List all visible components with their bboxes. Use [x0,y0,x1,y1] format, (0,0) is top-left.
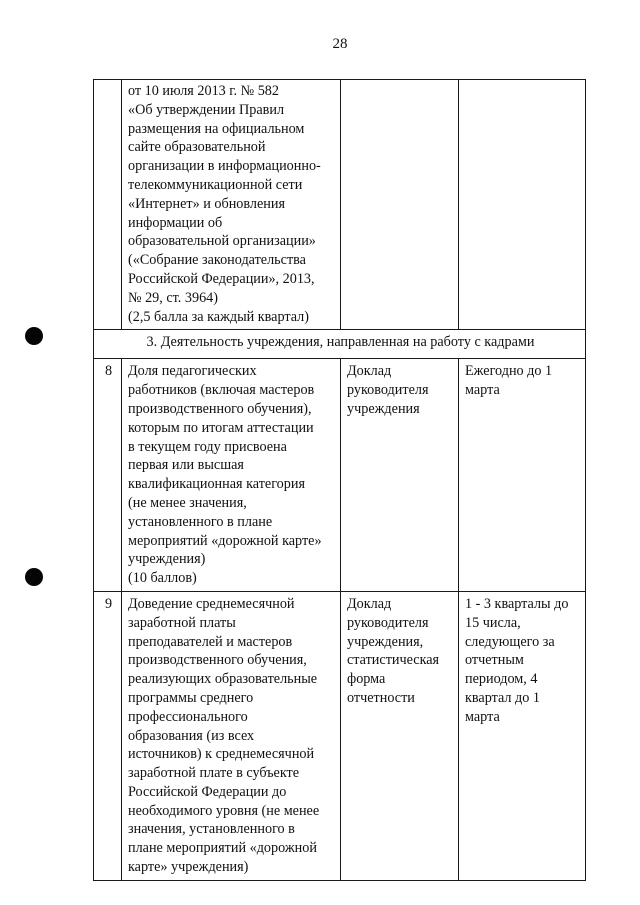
punch-hole [25,568,43,586]
cell-text-line: производственного обучения, [128,652,307,669]
cell-text-line: которым по итогам аттестации [128,419,314,436]
cell-text-line: отчетным [465,652,524,669]
punch-hole [25,327,43,345]
cell-text-line: карте» учреждения) [128,859,249,876]
cell-text-line: учреждения [347,400,420,417]
section-title: 3. Деятельность учреждения, направленная на работу с кадрами [94,330,586,359]
section-header-row [94,330,586,359]
cell-text-line: Доклад [347,595,392,612]
cell-text-line: профессионального [128,708,248,725]
cell-text-line: «Интернет» и обновления [128,195,285,212]
cell-text-line: образования (из всех [128,727,255,744]
cell-text-line: мероприятий «дорожной карте» [128,532,322,549]
cell-text-line: информации об [128,214,223,231]
row-number-cell: 8 [94,359,122,592]
table-row [94,359,586,592]
cell-text-line: Ежегодно до 1 [465,363,553,380]
cell-text-line: размещения на официальном [128,120,305,137]
source-cell [341,591,459,880]
cell-text-line: отчетности [347,689,415,706]
cell-text-line: программы среднего [128,689,254,706]
cell-text-line: работников (включая мастеров [128,382,315,399]
cell-text-line: установленного в плане [128,513,273,530]
table-row [94,80,586,330]
cell-text-line: (2,5 балла за каждый квартал) [128,308,309,325]
term-cell [459,591,586,880]
cell-text-line: периодом, 4 [465,671,538,688]
cell-text-line: реализующих образовательные [128,671,318,688]
cell-text-line: преподавателей и мастеров [128,633,293,650]
cell-text-line: (не менее значения, [128,494,247,511]
cell-text-line: руководителя [347,382,429,399]
cell-text-line: форма [347,671,386,688]
cell-text-line: следующего за [465,633,555,650]
page-number: 28 [332,36,348,52]
cell-text-line: руководителя [347,614,429,631]
cell-text-line: («Собрание законодательства [128,252,306,269]
cell-text-line: Доклад [347,363,392,380]
cell-text-line: Доведение среднемесячной [128,595,295,612]
cell-text-line: учреждения) [128,551,206,568]
indicator-cell [122,80,341,330]
cell-text-line: 1 - 3 кварталы до [465,595,569,612]
table-row [94,591,586,880]
cell-text-line: необходимого уровня (не менее [128,802,320,819]
source-cell [341,359,459,592]
cell-text-line: квалификационная категория [128,476,305,493]
cell-text-line: «Об утверждении Правил [128,101,285,118]
cell-text-line: марта [465,708,500,725]
cell-text-line: № 29, ст. 3964) [128,289,218,306]
row-number-cell: 9 [94,591,122,880]
indicators-table [93,79,586,881]
cell-text-line: значения, установленного в [128,821,295,838]
cell-text-line: квартал до 1 [465,689,540,706]
cell-text-line: в текущем году присвоена [128,438,287,455]
cell-text-line: Российской Федерации», 2013, [128,270,315,287]
cell-text-line: заработной плате в субъекте [128,765,300,782]
cell-text-line: Российской Федерации до [128,783,287,800]
cell-text-line: плане мероприятий «дорожной [128,840,317,857]
cell-text-line: образовательной организации» [128,233,316,250]
term-cell [459,80,586,330]
cell-text-line: (10 баллов) [128,570,197,587]
cell-text-line: Доля педагогических [128,363,257,380]
cell-text-line: сайте образовательной [128,139,266,156]
row-number-cell [94,80,122,330]
cell-text-line: организации в информационно- [128,158,321,175]
term-cell [459,359,586,592]
cell-text-line: первая или высшая [128,457,244,474]
indicator-cell [122,591,341,880]
cell-text-line: источников) к среднемесячной [128,746,315,763]
cell-text-line: телекоммуникационной сети [128,176,303,193]
indicator-cell [122,359,341,592]
source-cell [341,80,459,330]
cell-text-line: производственного обучения), [128,400,312,417]
cell-text-line: статистическая [347,652,440,669]
cell-text-line: от 10 июля 2013 г. № 582 [128,83,279,99]
cell-text-line: заработной платы [128,614,236,631]
cell-text-line: учреждения, [347,633,424,650]
cell-text-line: 15 числа, [465,614,521,631]
cell-text-line: марта [465,382,500,399]
